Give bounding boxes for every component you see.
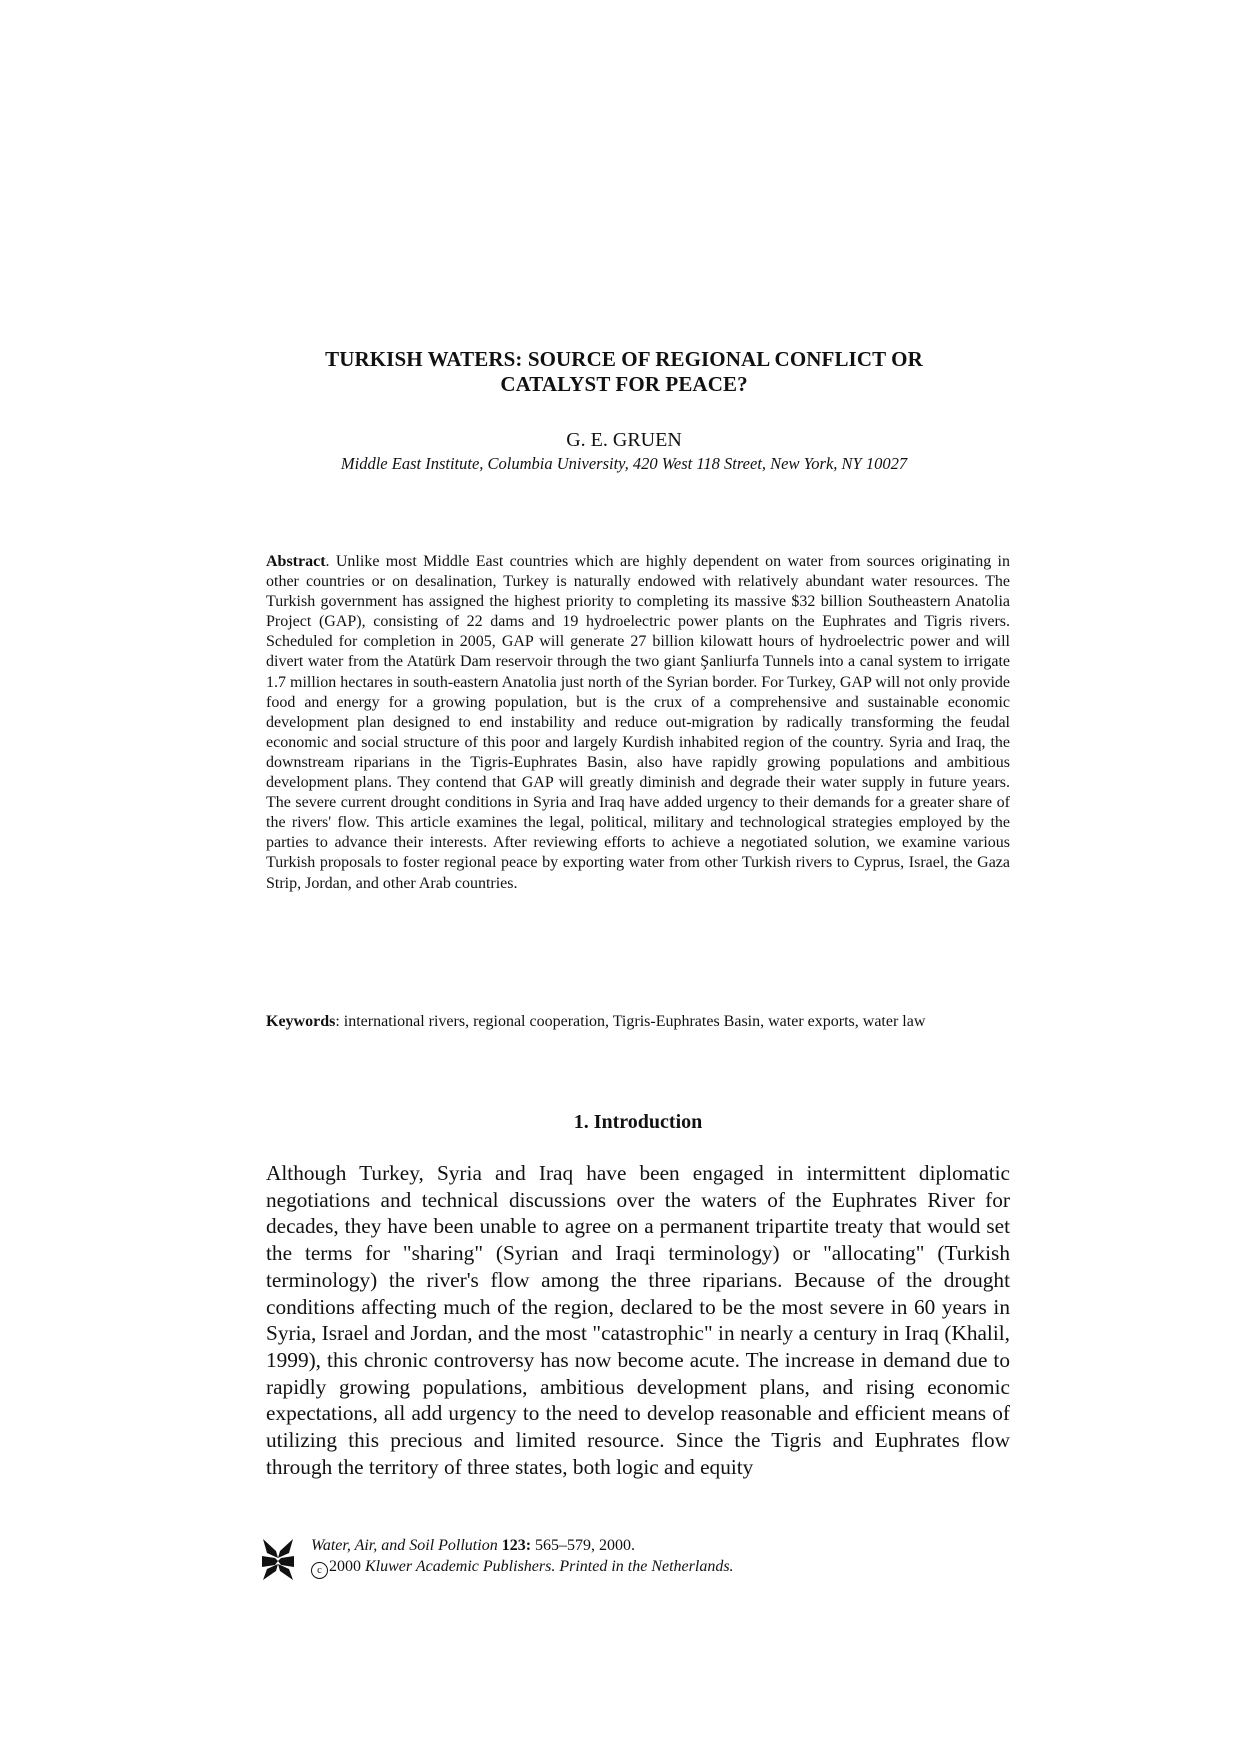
journal-pages-year: 565–579, 2000. (531, 1537, 636, 1554)
introduction-paragraph: Although Turkey, Syria and Iraq have been engaged in intermittent diplomatic negotiations and technical discussions over the waters of the Euphrates River for decades, they have been unable to agree on a permanent tripartite treaty that would set the terms for "sharing" (Syrian and Iraqi terminology) or "allocating" (Turkish terminology) the river's flow among the three riparians. Because of the drought conditions affecting much of the region, declared to be the most severe in 60 years in Syria, Israel and Jordan, and the most "catastrophic" in nearly a century in Iraq (Khalil, 1999), this chronic controversy has now become acute. The increase in demand due to rapidly growing populations, ambitious development plans, and rising economic expectations, all add urgency to the need to develop reasonable and efficient means of utilizing this precious and limited resource. Since the Tigris and Euphrates flow through the territory of three states, both logic and equity (266, 1161, 1010, 1479)
publisher-statement: Kluwer Academic Publishers. Printed in the Netherlands. (361, 1558, 734, 1575)
abstract-label: Abstract (266, 553, 326, 570)
paper-title-line-1: TURKISH WATERS: SOURCE OF REGIONAL CONFLICT OR (325, 347, 923, 371)
keywords-block (266, 1012, 1010, 1033)
abstract-block (266, 552, 1010, 894)
copyright-line (311, 1556, 911, 1579)
author-name: G. E. GRUEN (566, 429, 682, 451)
journal-name: Water, Air, and Soil Pollution (311, 1537, 498, 1554)
keywords-text: : international rivers, regional cooperation, Tigris-Euphrates Basin, water exports, water law (335, 1013, 926, 1030)
paper-title (264, 347, 984, 397)
author-affiliation: Middle East Institute, Columbia University, 420 West 118 Street, New York, NY 10027 (340, 454, 908, 473)
abstract-text: . Unlike most Middle East countries which are highly dependent on water from sources originating in other countries or on desalination, Turkey is naturally endowed with relatively abundant water resources. The Turkish government has assigned the highest priority to completing its massive $32 billion Southeastern Anatolia Project (GAP), consisting of 22 dams and 19 hydroelectric power plants on the Euphrates and Tigris rivers. Scheduled for completion in 2005, GAP will generate 27 billion kilowatt hours of hydroelectric power and will divert water from the Atatürk Dam reservoir through the two giant Şanliurfa Tunnels into a canal system to irrigate 1.7 million hectares in south-eastern Anatolia just north of the Syrian border. For Turkey, GAP will not only provide food and energy for a growing population, but is the crux of a comprehensive and sustainable economic development plan designed to end instability and reduce out-migration by radically transforming the feudal economic and social structure of this poor and largely Kurdish inhabited region of the country. Syria and Iraq, the downstream riparians in the Tigris-Euphrates Basin, also have rapidly growing populations and ambitious development plans. They contend that GAP will greatly diminish and degrade their water supply in future years. The severe current drought conditions in Syria and Iraq have added urgency to their demands for a greater share of the rivers' flow. This article examines the legal, political, military and technological strategies employed by the parties to advance their interests. After reviewing efforts to achieve a negotiated solution, we examine various Turkish proposals to foster regional peace by exporting water from other Turkish rivers to Cyprus, Israel, the Gaza Strip, Jordan, and other Arab countries. (266, 553, 1010, 892)
journal-footer (311, 1535, 911, 1579)
paper-title-line-2: CATALYST FOR PEACE? (500, 372, 748, 396)
copyright-year: 2000 (329, 1558, 361, 1575)
keywords-label: Keywords (266, 1013, 336, 1030)
journal-volume: 123: (501, 1537, 532, 1554)
copyright-icon: c (311, 1562, 328, 1579)
journal-citation-line (311, 1535, 911, 1556)
section-heading-introduction: 1. Introduction (573, 1111, 703, 1133)
publisher-logo-icon (261, 1536, 295, 1582)
